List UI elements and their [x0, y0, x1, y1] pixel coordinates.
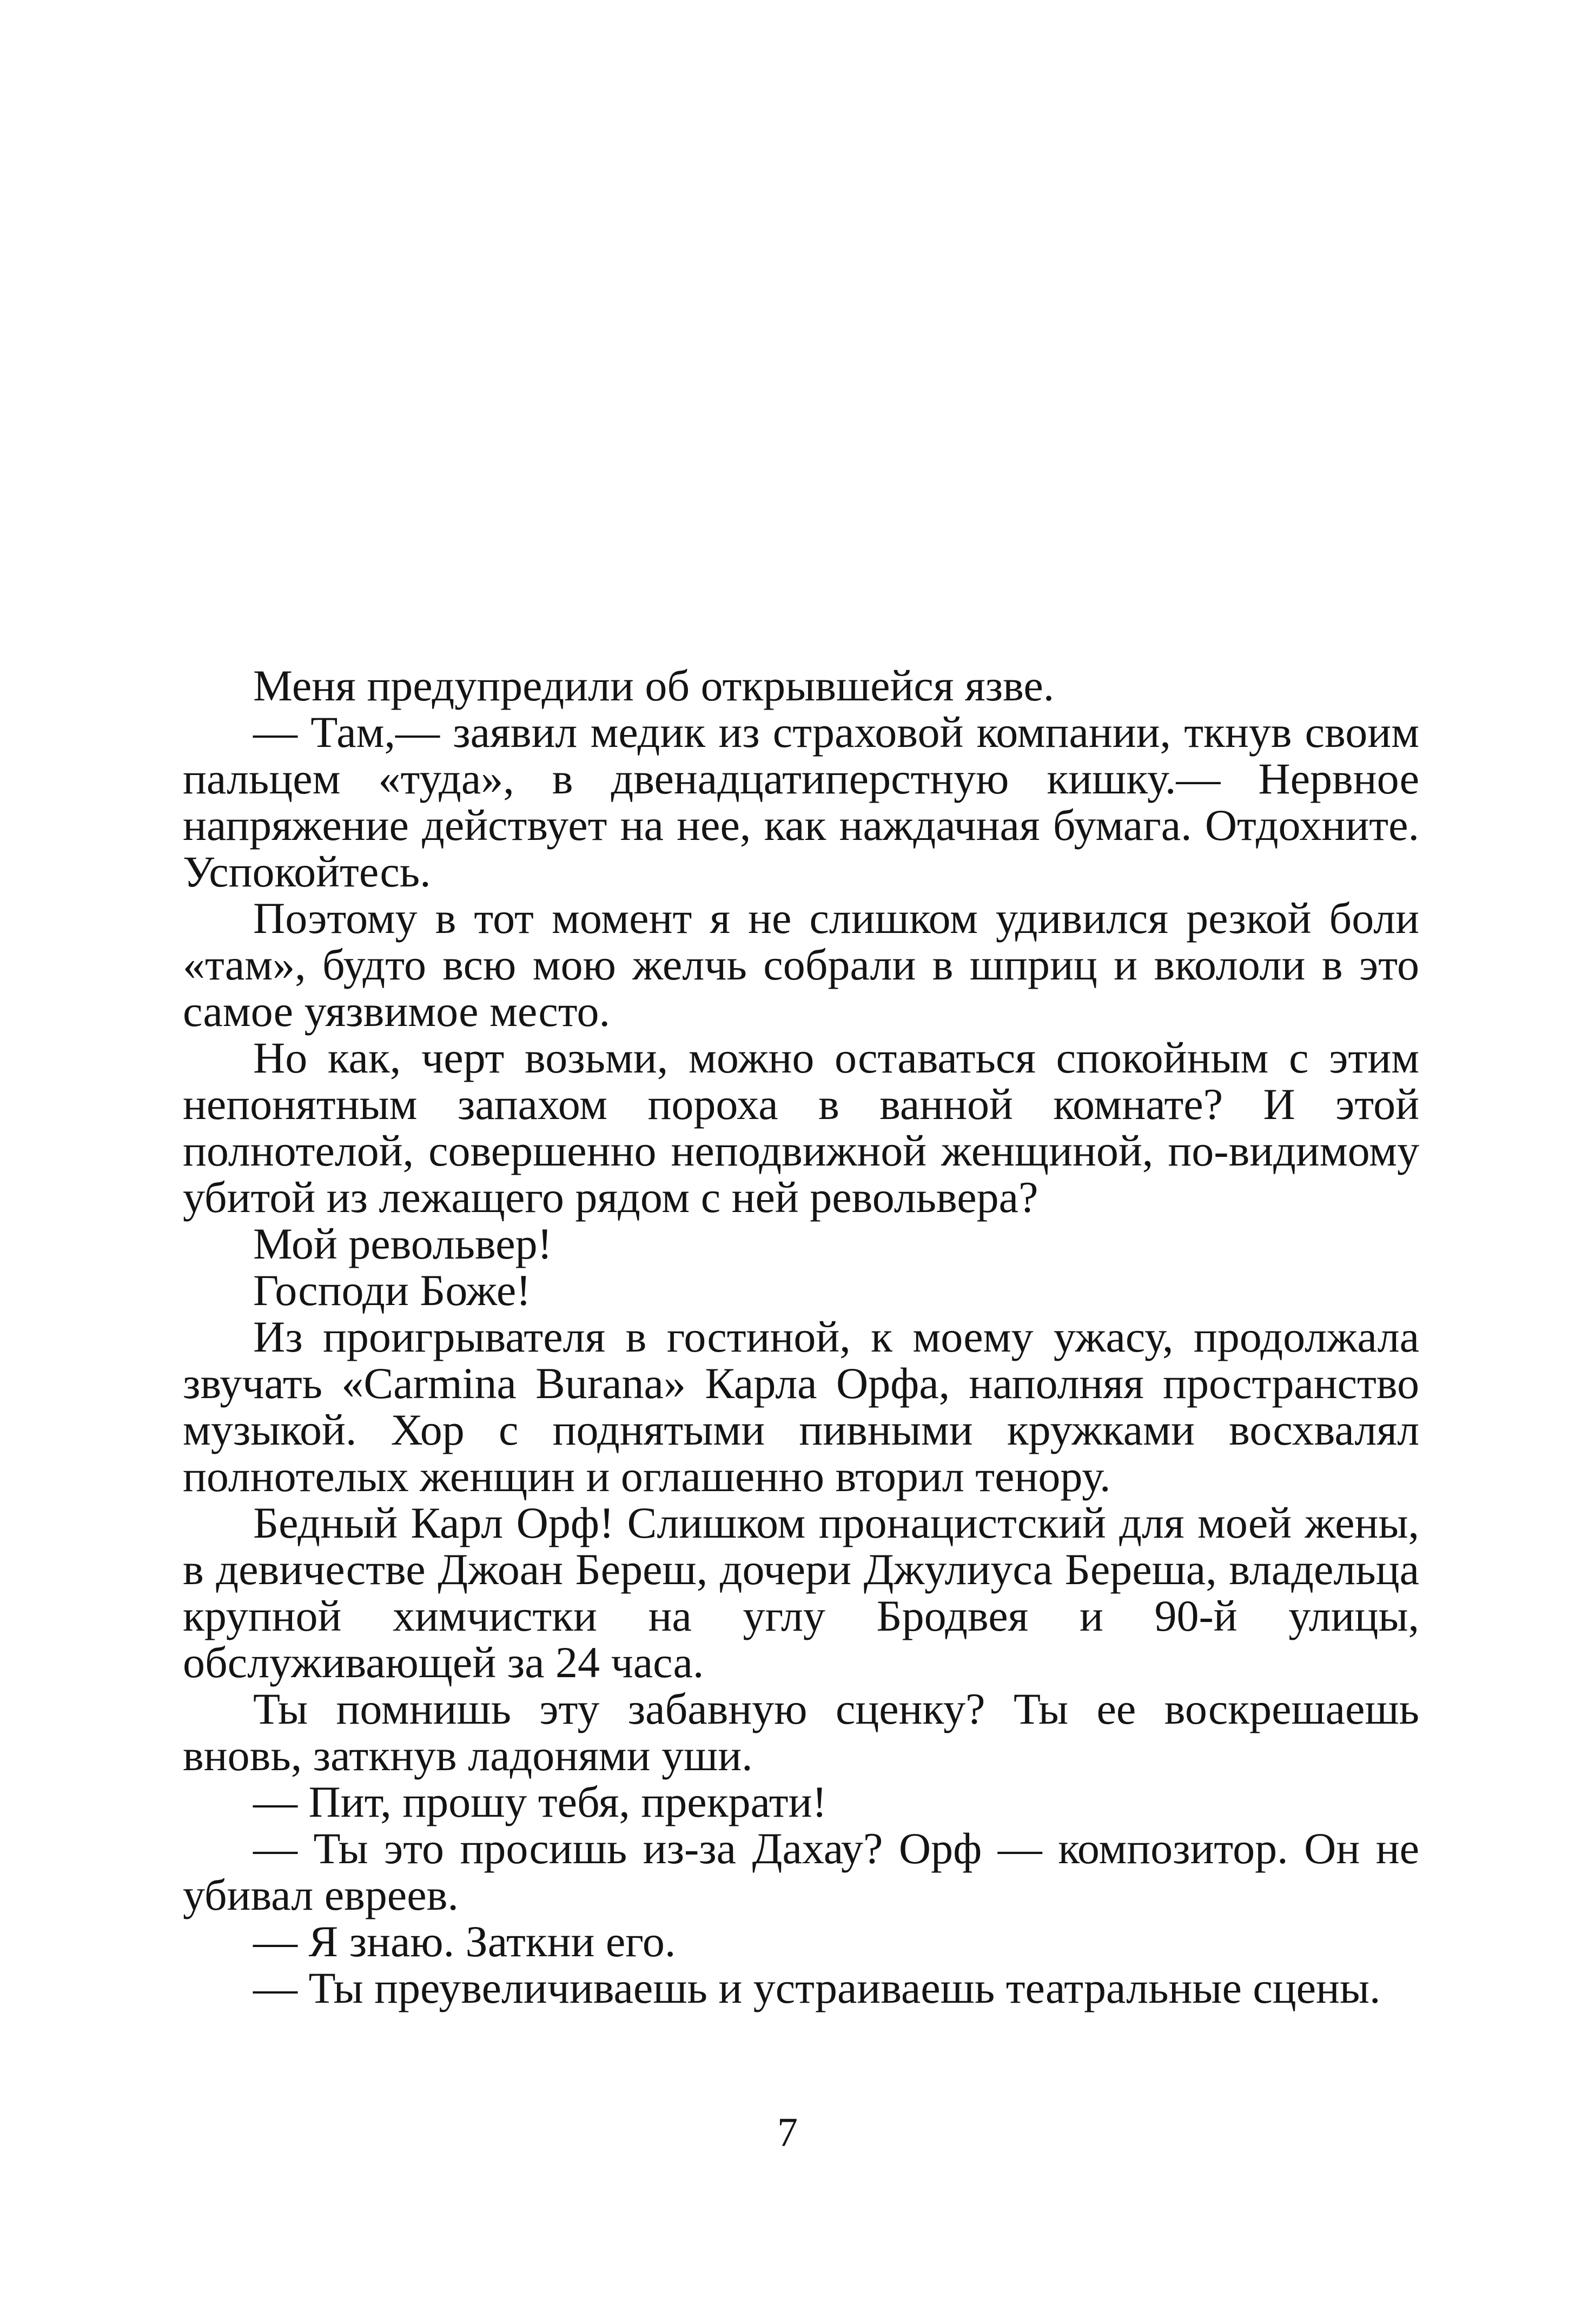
body-text — [183, 663, 1419, 2011]
paragraph: Поэтому в тот момент я не слишком удивился резкой боли «там», будто всю мою желчь собрали в шприц и вкололи в это самое уязвимое место. — [183, 893, 1419, 1036]
paragraph: Бедный Карл Орф! Слишком пронацистский для моей жены, в девичестве Джоан Береш, дочери Джулиуса Береша, владельца крупной химчистки на углу Бродвея и 90-й улицы, обслуживающей за 24 часа. — [183, 1498, 1419, 1687]
paragraph: — Ты преувеличиваешь и устраиваешь театральные сцены. — [253, 1963, 1381, 2012]
paragraph: — Там,— заявил медик из страховой компании, ткнув своим пальцем «туда», в двенадцатиперстную кишку.— Нервное напряжение действует на нее, как наждачная бумага. Отдохните. Успокойтесь. — [183, 707, 1419, 896]
paragraph: Господи Боже! — [253, 1266, 531, 1315]
paragraph: Ты помнишь эту забавную сценку? Ты ее воскрешаешь вновь, заткнув ладонями уши. — [183, 1684, 1419, 1780]
paragraph: Меня предупредили об открывшейся язве. — [253, 661, 1055, 710]
paragraph: — Я знаю. Заткни его. — [253, 1917, 676, 1966]
paragraph: Мой револьвер! — [253, 1219, 552, 1268]
paragraph: — Пит, прошу тебя, прекрати! — [253, 1777, 827, 1826]
paragraph: Из проигрывателя в гостиной, к моему ужасу, продолжала звучать «Carmina Burana» Карла Орфа, наполняя пространство музыкой. Хор с поднятыми пивными кружками восхвалял полнотелых женщин и оглашенно вторил тенору. — [183, 1312, 1419, 1501]
paragraph: Но как, черт возьми, можно оставаться спокойным с этим непонятным запахом пороха в ванной комнате? И этой полнотелой, совершенно неподвижной женщиной, по-видимому убитой из лежащего рядом с ней револьвера? — [183, 1033, 1419, 1222]
page-number: 7 — [777, 2110, 798, 2155]
paragraph: — Ты это просишь из-за Дахау? Орф — композитор. Он не убивал евреев. — [183, 1824, 1419, 1919]
